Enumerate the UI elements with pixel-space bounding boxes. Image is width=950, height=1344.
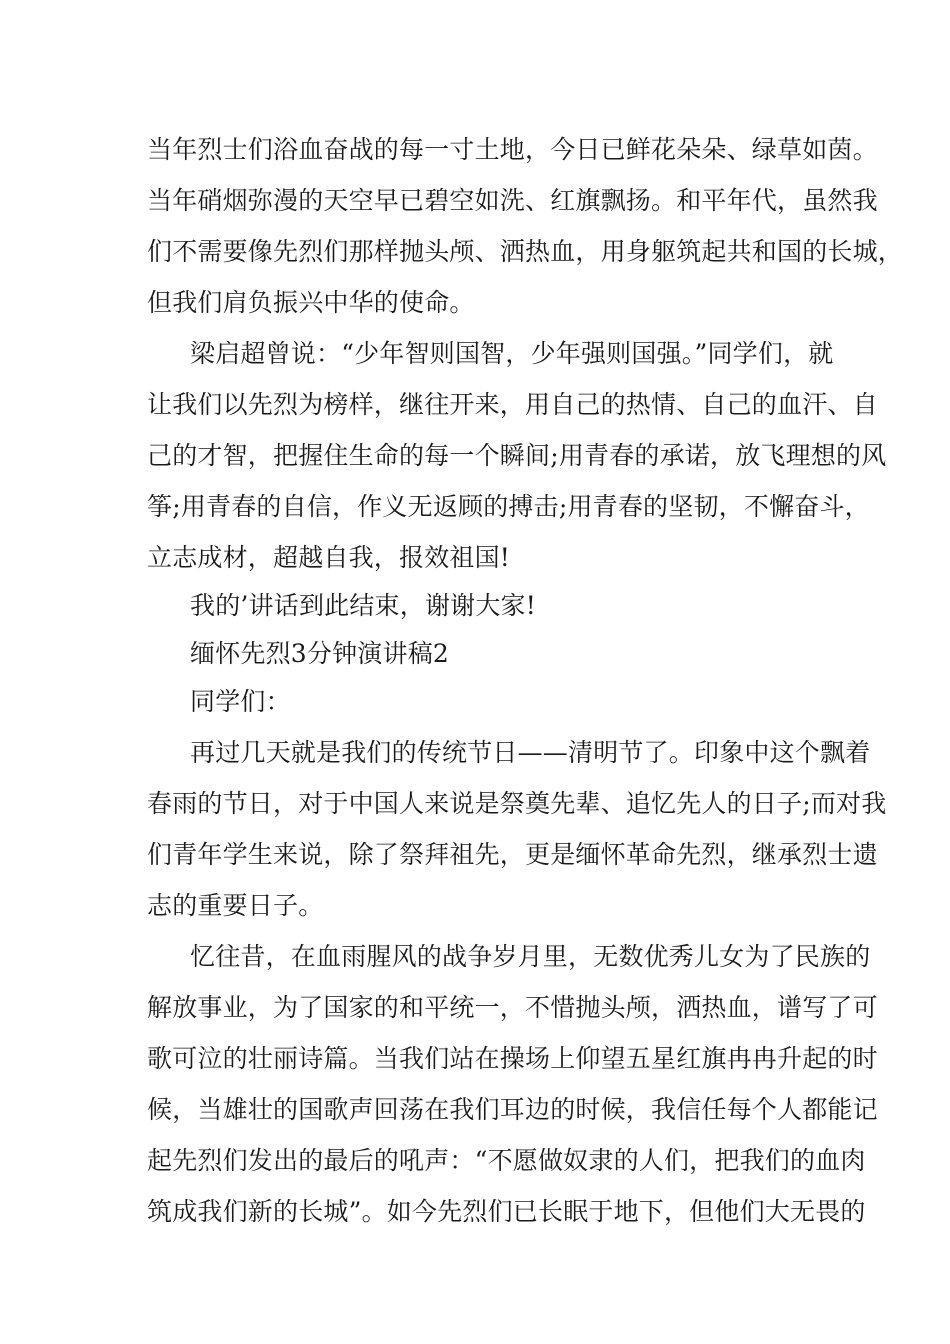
text-line: 我的’讲话到此结束，谢谢大家! — [190, 591, 536, 620]
text-line: 起先烈们发出的最后的吼声：“不愿做奴隶的人们，把我们的血肉 — [147, 1146, 866, 1175]
text-line: 志的重要日子。 — [147, 891, 324, 920]
text-line: 当年烈士们浴血奋战的每一寸土地，今日已鲜花朵朵、绿草如茵。 — [147, 135, 878, 164]
text-line: 但我们肩负振兴中华的使命。 — [147, 288, 475, 317]
text-line: 春雨的节日，对于中国人来说是祭奠先辈、追忆先人的日子;而对我 — [147, 789, 887, 818]
text-line: 歌可泣的壮丽诗篇。当我们站在操场上仰望五星红旗冉冉升起的时 — [147, 1044, 878, 1073]
text-line: 忆往昔，在血雨腥风的战争岁月里，无数优秀儿女为了民族的 — [190, 942, 871, 971]
text-line: 解放事业，为了国家的和平统一，不惜抛头颅，洒热血，谱写了可 — [147, 993, 878, 1022]
text-line: 当年硝烟弥漫的天空早已碧空如洗、红旗飘扬。和平年代，虽然我 — [147, 186, 878, 215]
text-line: 筝;用青春的自信，作义无返顾的搏击;用青春的坚韧，不懈奋斗， — [147, 492, 870, 521]
text-line: 们青年学生来说，除了祭拜祖先，更是缅怀革命先烈，继承烈士遗 — [147, 840, 878, 869]
text-line: 候，当雄壮的国歌声回荡在我们耳边的时候，我信任每个人都能记 — [147, 1095, 878, 1124]
text-line: 己的才智，把握住生命的每一个瞬间;用青春的承诺，放飞理想的风 — [147, 441, 887, 470]
text-line: 同学们： — [190, 687, 291, 716]
section-heading: 缅怀先烈3分钟演讲稿2 — [190, 639, 450, 668]
text-line: 让我们以先烈为榜样，继往开来，用自己的热情、自己的血汗、自 — [147, 390, 878, 419]
text-line: 梁启超曾说：“少年智则国智，少年强则国强。”同学们，就 — [190, 339, 834, 368]
text-line: 立志成材，超越自我，报效祖国! — [147, 543, 511, 572]
text-line: 筑成我们新的长城”。如今先烈们已长眠于地下，但他们大无畏的 — [147, 1197, 866, 1226]
text-line: 们不需要像先烈们那样抛头颅、洒热血，用身躯筑起共和国的长城， — [147, 237, 904, 266]
text-line: 再过几天就是我们的传统节日——清明节了。印象中这个飘着 — [190, 738, 871, 767]
